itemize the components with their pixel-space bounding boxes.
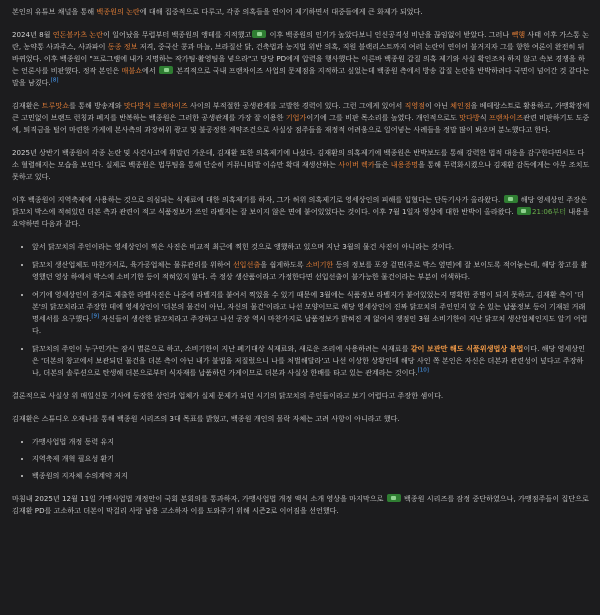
link-expiry[interactable]: 소비기한 [305, 260, 334, 269]
link-cyber-wrecker[interactable]: 사이버 렉카 [338, 160, 375, 169]
paragraph-2025: 2025년 상반기 백종원이 각종 논란 및 사건사고에 휘말린 가운데, 김재환 또한 의혹제기에 나섰다. 김재환의 의혹제기에 백종원은 반박보도를 통해 강력한 법적 대응을 감구한다면서도 다소 혈렬해지는 모습을 보인다. 실제로 백종원은 법무팀을 통해 단순히 커뮤니티발 이슈만 확대 재생산하는 사이버 렉카들은 내용증명을 통해 무력화시켰으나 김재환 감독에게는 아무 조치도 못하고 있다. [12, 148, 590, 181]
footnote-ref[interactable]: [8] [50, 77, 59, 84]
link-matdabang-2[interactable]: 맛다방 [459, 113, 480, 122]
link-controversy[interactable]: 백종원의 논란 [96, 7, 140, 16]
emphasis-illegal: 같이 보관만 해도 식품위생법상 불법 [410, 344, 524, 353]
footnote-ref[interactable]: [10] [417, 367, 429, 374]
list-item: • 앞서 닭꼬치의 주인이라는 영세상인이 찍은 사진은 비교적 최근에 찍힌 것으로 앵했하고 있으며 지난 3월의 물건 사진이 아니라는 것이다. [32, 241, 590, 253]
link-franchise-2[interactable]: 프랜차이즈 [488, 113, 524, 122]
video-badge-icon[interactable] [504, 195, 518, 203]
list-item: • 지역축제 개혁 필요성 환기 [32, 453, 590, 465]
video-badge-icon[interactable] [517, 207, 531, 215]
timestamp-link[interactable]: 21:06부터 [531, 207, 567, 216]
list-item: • 백종원의 지자체 수의계약 저지 [32, 470, 590, 482]
link-maebul[interactable]: 매불쇼 [121, 66, 143, 75]
paragraph-history: 2024년 8월 연돈볼카츠 논란이 일어났을 무렵부터 백종원의 앵테를 지적했고 이후 백종원의 인기가 높았다보니 인신공격성 비난을 끊임없이 받았다. 그러나 빽햄 사태 이후 가스통 논란, 농약통 사과주스, 사과파이 동종 정보 저격, 중국산 콩과 마늘, 브라질산 닭, 건축법과 농지법 위반 의혹, 직원 블랙리스트까지 여러 논란이 연이어 불거지자 그를 향한 여론이 완전히 뒤바뀌었다. 이후 백종원이 "프로그램에 내가 지명하는 작가팀·촬영팀을 넣으라"고 당당 PD에게 압력을 행사했다는 이른바 백종원 갑질 의혹 제기와 사실 확인조차 하지 않고 속보 경쟁을 하는 언론사를 비판했다. 정작 본인은 매불쇼에서 본격적으로 국내 프랜차이즈 사업의 문제점을 지적하고 싶었는데 백종원 측에서 방송 갑질 논란을 반박하려다 국면이 넘어간 것 같다는 말을 남겼다.[8] [12, 30, 590, 87]
video-badge-icon[interactable] [159, 66, 173, 74]
paragraph-conclusion: 결론적으로 사실상 위 매일신문 기사에 등장한 상인과 업체가 실제 문제가 되던 시기의 닭꼬치의 주인들이라고 보기 어렵다고 주장한 셈이다. [12, 391, 444, 400]
link-chain-store[interactable]: 체인점 [450, 101, 471, 110]
link-truemat[interactable]: 트루맛쇼 [41, 101, 70, 110]
list-item: • 여기에 영세상인이 증거로 제출한 라벨사진은 나중에 라벨지를 붙여서 찍었을 수 있기 때문에 3월에는 식품정보 라벨지가 붙어있었는지 명확한 증명이 되지 못하고, 김재환 측이 '더본'의 닭꼬치라고 주장한 데에 영세상인이 '더본의 물건이 아닌, 자신의 물건'이라고 나선 모양이므로 해당 영세상인이 진짜 닭꼬치의 주인인지 알 수 있는 납품정보 등이 기재된 거래명세서를 요구했다.[9] 자신들이 생산한 닭꼬치라고 주장하고 나선 공장 역시 마찬가지로 납품정보가 밝혀진 게 없어서 쟁점인 3월 소비기한이 지난 닭꼬치 생산업체인지도 알기 어렵다. [32, 289, 590, 337]
link-certified-mail[interactable]: 내용증명 [390, 160, 419, 169]
list-item: • 닭꼬치 생산업체도 마찬가지로, 육가공업체는 물류관리를 위하여 선입선출을 쉽게하도록 소비기한 등의 정보를 포장 겉면(주로 박스 옆면)에 잘 보이도록 적어놓는데, 해당 창고를 촬영했던 영상 하에서 박스에 소비기한 등이 적혀있지 않다. 즉 정상 생산품이라고 가정한다면 선입선출이 불가능한 물건이라는 부분이 어색하다. [32, 259, 590, 283]
list-item: • 가맹사업법 개정 동력 유지 [32, 436, 590, 448]
link-ppaekham[interactable]: 빽햄 [511, 30, 526, 39]
footnote-ref[interactable]: [9] [91, 313, 100, 320]
paragraph-final: 마침내 2025년 12월 11일 가맹사업법 개정안이 국회 본회의를 통과하자, 가맹사업법 개정 액식 소개 영상을 마지막으로 백종원 시리즈를 잠정 중단하였으나, 가맹점주들이 집단으로 김재환 PD를 고소하고 더본이 막걸리 사랑 남용 고소하자 이를 도와주기 위해 시즌2로 이어짐을 선언했다. [12, 494, 589, 515]
link-franchise[interactable]: 프랜차이즈 [153, 101, 188, 110]
paragraph-goals-intro: 김재환은 스튜디오 오재나를 통해 백종원 시리즈의 3대 목표를 밝혔고, 백종원 개인의 몰락 자체는 고려 사항이 아니라고 했다. [12, 414, 400, 423]
summary-list [12, 241, 590, 379]
link-direct-store[interactable]: 직영점 [404, 101, 426, 110]
link-fifo[interactable]: 선입선출 [232, 260, 261, 269]
video-badge-icon[interactable] [387, 494, 401, 502]
link-matdabang[interactable]: 맛다방식 [123, 101, 152, 110]
link-entrepreneur[interactable]: 기업가 [285, 113, 307, 122]
link-yeondon[interactable]: 연돈볼카츠 논란 [52, 30, 104, 39]
paragraph-festival: 이후 백종원이 지역축제에 사용하는 것으로 의심되는 식재료에 대한 의혹제기를 하자, 그가 허위 의혹제기로 영세상인의 피해를 입혔다는 단독기사가 올라왔다. 해당 영세상인 주장은 닭꼬치 박스에 적혀있던 더본 측과 관련이 적고 식품정보가 쓰인 라벨지는 잘 보이지 않은 면에 붙어있었다는 것이다. 이후 7월 1일자 영상에 대한 반박이 올라왔다. 21:06부터 내용을 요약하면 다음과 같다. [12, 195, 589, 228]
paragraph-background: 김재환은 트루맛쇼를 통해 방송계와 맛다방식 프랜차이즈 사이의 부적절한 공생관계를 고발한 경력이 있다. 그런 그에게 있어서 직영점이 아닌 체인점을 베테랑스트로 활용하고, 가맹확장에 큰 고민없이 브랜드 런칭과 폐지를 반복하는 백종원은 그러한 공생관계를 가장 잘 이용한 기업가이기에 그를 비판 목소리를 높였다. 개인적으로도 맛다방식 프랜차이즈관련 비판하기도 도중에, 퇴직금을 털어 마련한 가게에 본사측의 과장허위 광고 및 불공정한 계약조건으로 사실상 점주들을 재정적 어려움으로 일어넣는 사례들을 정말 많이 봐오며 분노했다고 한다. [12, 101, 590, 134]
goals-list [12, 436, 590, 482]
video-badge-icon[interactable] [252, 30, 266, 38]
paragraph-intro: 본인의 유튜브 채널을 통해 백종원의 논란에 대해 집중적으로 다루고, 각종 의혹들을 연이어 제기하면서 대중들에게 큰 화제가 되었다. [12, 7, 423, 16]
link-info[interactable]: 동종 정보 [107, 42, 138, 51]
list-item: • 닭꼬치의 주인이 누구인가는 잠시 별론으로 하고, 소비기한이 지난 폐기대상 식재료와, 새로운 조리에 사용하려는 식재료를 같이 보관만 해도 식품위생법상 불법이다. 해당 영세상인은 '더본의 창고에서 보관되던 물건을 더본 측이 아닌 내가 불법을 저질렀으니 나를 처벌해달라'고 나선 이상한 상황인데 해당 사인 쪽 본인은 자신은 더본과 관련성이 넢다고 주장하나, 더본의 솔루션으로 탄생해 더본으로부터 식자재를 납품하던 가게이므로 더본과 사실상 한배를 타고 있는 관계라는 것이다.[10] [32, 343, 590, 379]
